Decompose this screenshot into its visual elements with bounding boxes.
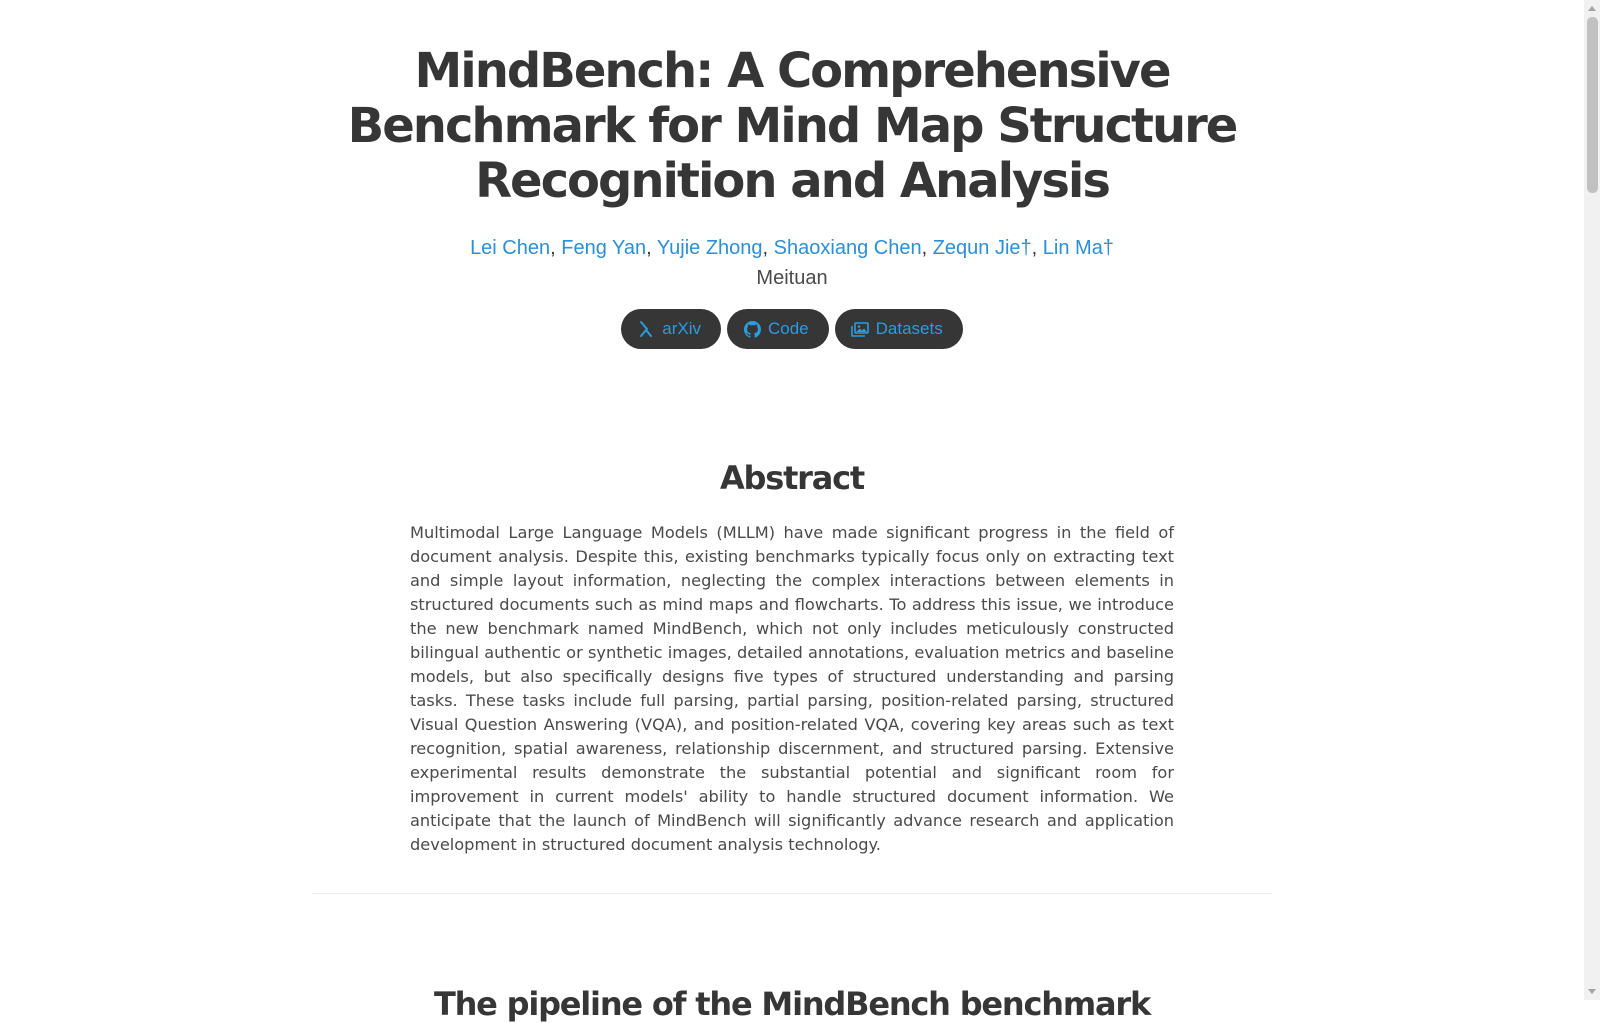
author-link[interactable]: Shaoxiang Chen <box>773 237 922 259</box>
author-link[interactable]: Yujie Zhong <box>656 237 763 259</box>
arxiv-icon <box>637 320 655 338</box>
author-separator: , <box>1031 237 1043 259</box>
arxiv-button[interactable] <box>621 309 721 349</box>
abstract-section <box>410 459 1174 857</box>
datasets-button[interactable] <box>835 309 963 349</box>
abstract-heading: Abstract <box>719 459 865 497</box>
section-divider <box>312 893 1272 894</box>
author-separator: , <box>646 237 657 259</box>
author-link[interactable]: Lin Ma† <box>1042 237 1114 259</box>
github-icon <box>743 320 761 338</box>
hero-section <box>312 0 1272 349</box>
code-label: Code <box>768 319 809 338</box>
vertical-scrollbar[interactable] <box>1584 0 1600 1000</box>
author-link[interactable]: Feng Yan <box>561 237 647 259</box>
page-title: MindBench: A Comprehensive Benchmark for Mind Map Structure Recognition and Analysis <box>347 43 1237 209</box>
author-separator: , <box>762 237 774 259</box>
affiliation: Meituan <box>756 267 828 289</box>
author-separator: , <box>921 237 933 259</box>
scroll-down-arrow-icon[interactable] <box>1588 989 1596 994</box>
scroll-thumb[interactable] <box>1587 17 1598 193</box>
author-link[interactable]: Lei Chen <box>470 237 551 259</box>
datasets-label: Datasets <box>875 319 943 338</box>
author-separator: , <box>550 237 562 259</box>
scroll-up-arrow-icon[interactable] <box>1588 6 1596 11</box>
pipeline-heading: The pipeline of the MindBench benchmark <box>433 985 1151 1023</box>
images-icon <box>851 320 869 338</box>
code-button[interactable] <box>727 309 829 349</box>
publication-links <box>312 309 1272 349</box>
arxiv-label: arXiv <box>662 319 701 338</box>
author-link[interactable]: Zequn Jie† <box>932 237 1032 259</box>
abstract-text: Multimodal Large Language Models (MLLM) have made significant progress in the field of document analysis. Despite this, existing benchmarks typically focus only on extracting text and simple layout information, neglecting the complex interactions between elements in structured documents such as mind maps and flowcharts. To address this issue, we introduce the new benchmark named MindBench, which not only includes meticulously constructed bilingual authentic or synthetic images, detailed annotations, evaluation metrics and baseline models, but also specifically designs five types of structured understanding and parsing tasks. These tasks include full parsing, partial parsing, position-related parsing, structured Visual Question Answering (VQA), and position-related VQA, covering key areas such as text recognition, spatial awareness, relationship discernment, and structured parsing. Extensive experimental results demonstrate the substantial potential and significant room for improvement in current models' ability to handle structured document information. We anticipate that the launch of MindBench will significantly advance research and application development in structured document analysis technology. <box>410 523 1174 854</box>
author-list <box>312 235 1272 261</box>
